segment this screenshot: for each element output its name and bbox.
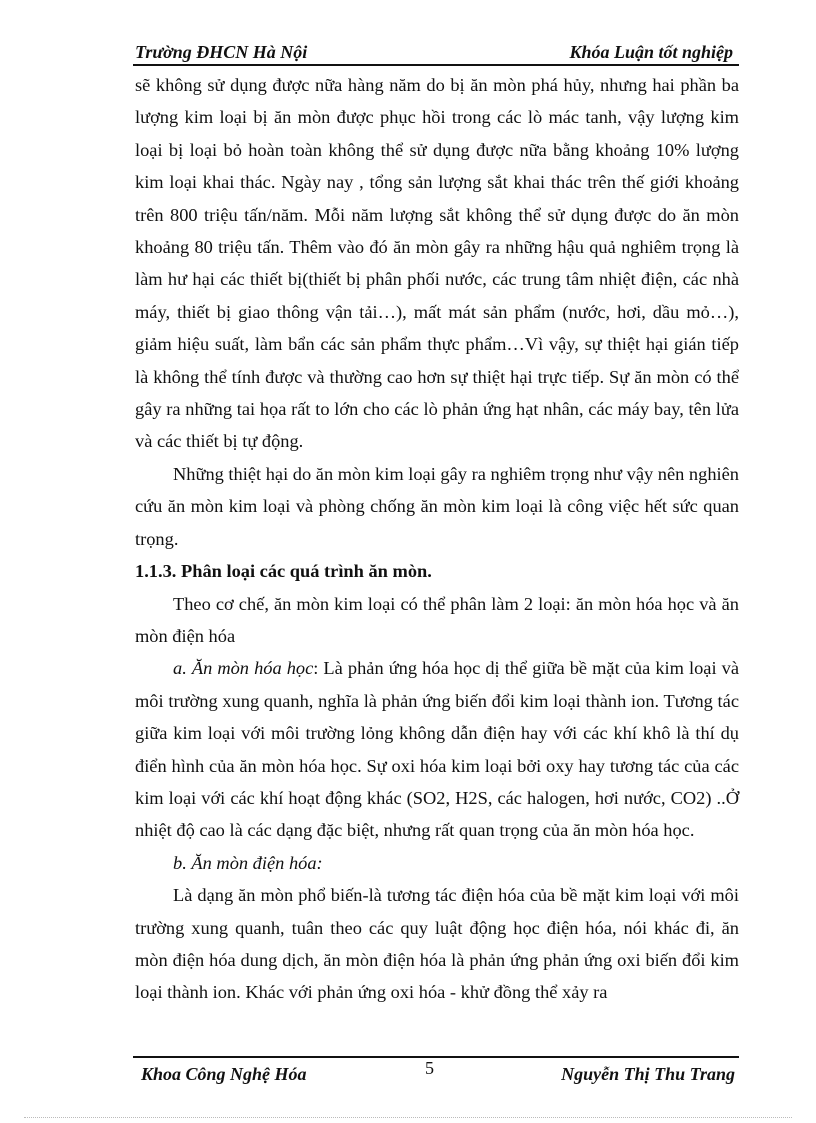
paragraph-3: Theo cơ chế, ăn mòn kim loại có thể phân làm 2 loại: ăn mòn hóa học và ăn mòn điện hóa bbox=[135, 593, 739, 646]
section-heading: 1.1.3. Phân loại các quá trình ăn mòn. bbox=[135, 561, 432, 582]
page-footer bbox=[133, 1056, 739, 1088]
page-edge-divider bbox=[24, 1117, 792, 1118]
subsection-a-label: a. Ăn mòn hóa học bbox=[173, 658, 314, 679]
paragraph-2: Những thiệt hại do ăn mòn kim loại gây ra nghiêm trọng như vậy nên nghiên cứu ăn mòn kim loại và phòng chống ăn mòn kim loại là công việc hết sức quan trọng. bbox=[135, 463, 739, 549]
subsection-b-label: b. Ăn mòn điện hóa: bbox=[173, 852, 323, 873]
page-header bbox=[133, 40, 739, 66]
paragraph-6: Là dạng ăn mòn phổ biến-là tương tác điện hóa của bề mặt kim loại với môi trường xung quanh, tuân theo các quy luật động học điện hóa, nói khác đi, ăn mòn điện hóa dung dịch, ăn mòn điện hóa là phản ứng phản ứng oxi biến đổi kim loại thành ion. Khác với phản ứng oxi hóa - khử đồng thể xảy ra bbox=[135, 885, 739, 1003]
paragraph-1: sẽ không sử dụng được nữa hàng năm do bị ăn mòn phá hủy, nhưng hai phần ba lượng kim loại bị ăn mòn được phục hồi trong các lò mác tanh, vậy lượng kim loại bị loại bỏ hoàn toàn không thể sử dụng được nữa bằng khoảng 10% lượng kim loại khai thác. Ngày nay , tổng sản lượng sắt khai thác trên thế giới khoảng trên 800 triệu tấn/năm. Mỗi năm lượng sắt không thể sử dụng được do ăn mòn khoảng 80 triệu tấn. Thêm vào đó ăn mòn gây ra những hậu quả nghiêm trọng là làm hư hại các thiết bị(thiết bị phân phối nước, các trung tâm nhiệt điện, các nhà máy, thiết bị giao thông vận tải…), mất mát sản phẩm (nước, hơi, dầu mỏ…), giảm hiệu suất, làm bẩn các sản phẩm thực phẩm…Vì vậy, sự thiệt hại gián tiếp là không thể tính được và thường cao hơn sự thiệt hại trực tiếp. Sự ăn mòn có thể gây ra những tai họa rất to lớn cho các lò phản ứng hạt nhân, các máy bay, tên lửa và các thiết bị tự động. bbox=[135, 75, 739, 452]
subsection-a-text: : Là phản ứng hóa học dị thể giữa bề mặt của kim loại và môi trường xung quanh, nghĩa là phản ứng biến đổi kim loại thành ion. Tương tác giữa kim loại với môi trường lỏng không dẫn điện hay với các khí khô là thí dụ điển hình của ăn mòn hóa học. Sự oxi hóa kim loại bởi oxy hay tương tác của các kim loại với các khí hoạt động khác (SO2, H2S, các halogen, hơi nước, CO2) ..Ở nhiệt độ cao là các dạng đặc biệt, nhưng rất quan trọng của ăn mòn hóa học. bbox=[135, 658, 739, 841]
paragraph-4 bbox=[135, 652, 739, 846]
header-title: Khóa Luận tốt nghiệp bbox=[569, 42, 733, 62]
footer-faculty: Khoa Công Nghệ Hóa bbox=[141, 1064, 307, 1084]
footer-author: Nguyễn Thị Thu Trang bbox=[561, 1064, 735, 1084]
page-number: 5 bbox=[425, 1058, 434, 1078]
header-school: Trường ĐHCN Hà Nội bbox=[135, 42, 308, 62]
document-body bbox=[135, 69, 739, 1009]
